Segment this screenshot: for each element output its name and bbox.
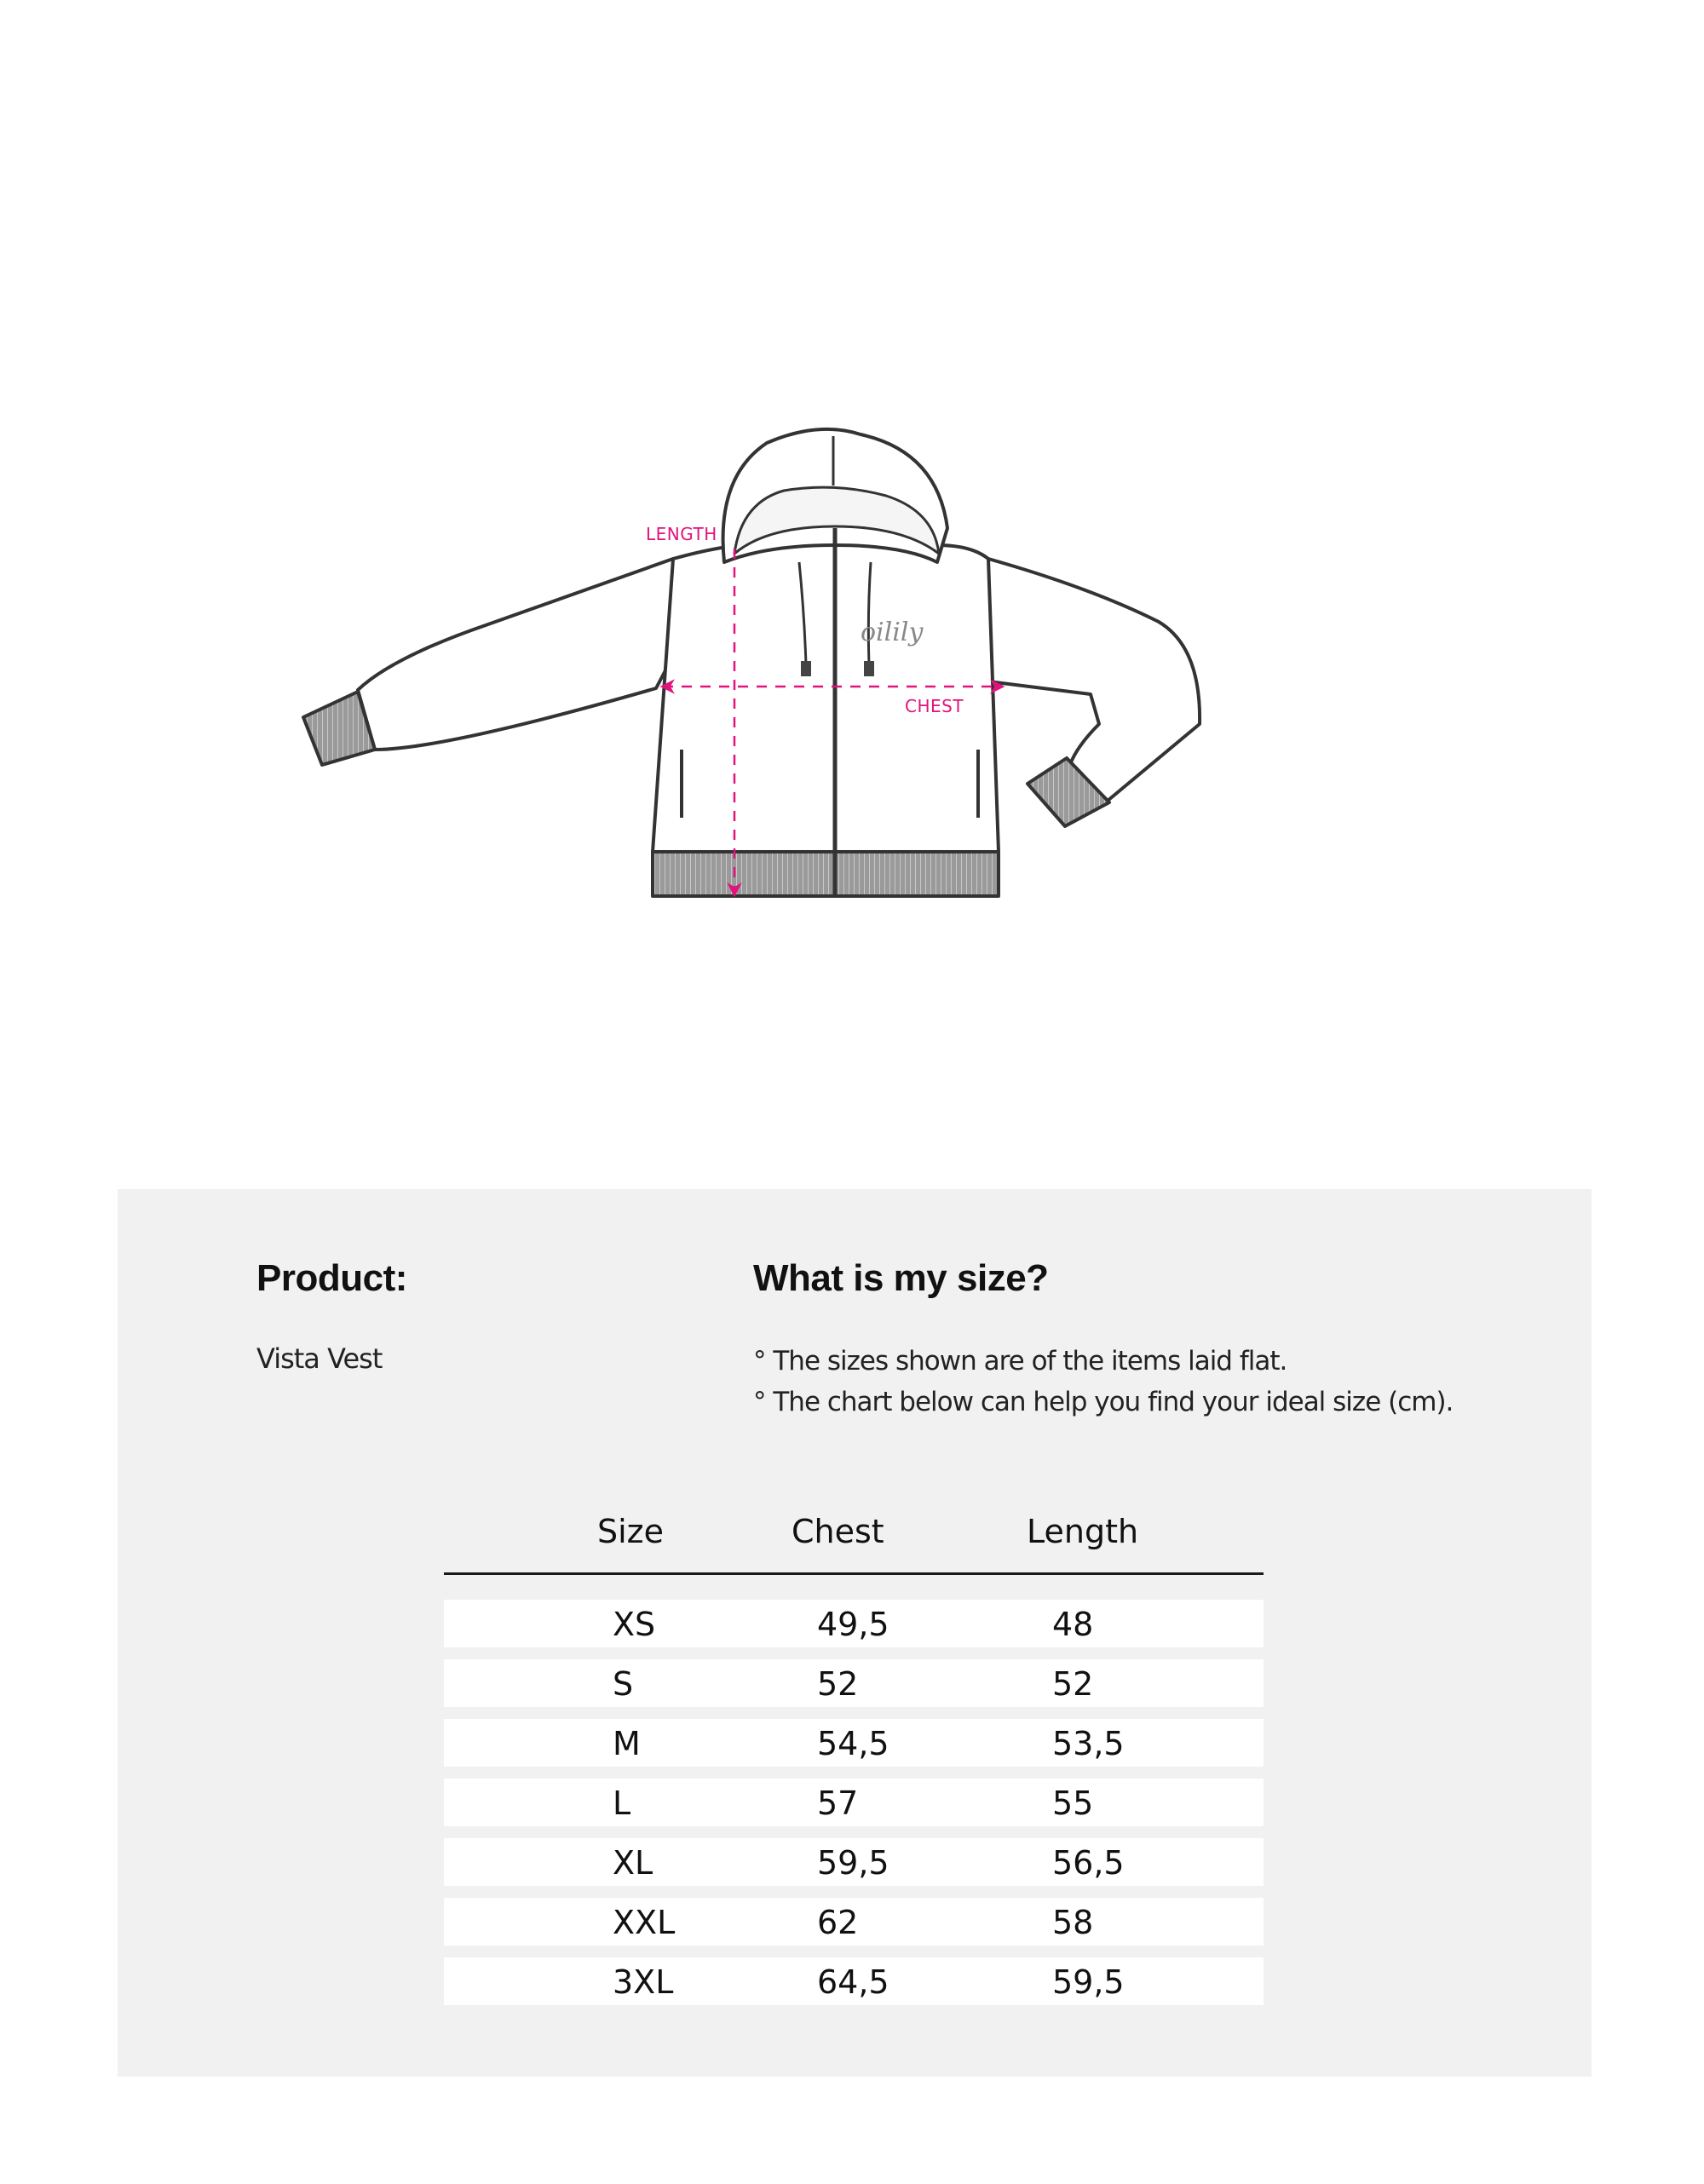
- product-heading: Product:: [256, 1257, 407, 1299]
- table-row: [444, 1600, 1264, 1647]
- cell-size: M: [613, 1725, 641, 1762]
- cell-length: 55: [1052, 1785, 1094, 1822]
- chest-label: CHEST: [905, 696, 964, 716]
- size-guide-panel: [118, 1189, 1592, 2077]
- cell-chest: 54,5: [817, 1725, 889, 1762]
- waistband: [653, 852, 999, 896]
- cell-chest: 52: [817, 1665, 859, 1703]
- cell-length: 56,5: [1052, 1844, 1125, 1882]
- cell-size: S: [613, 1665, 634, 1703]
- logo-mark: oilily: [861, 618, 924, 647]
- cell-size: XXL: [613, 1904, 676, 1941]
- size-note: ° The sizes shown are of the items laid flat.: [753, 1346, 1287, 1376]
- table-row: [444, 1838, 1264, 1886]
- cell-length: 48: [1052, 1606, 1094, 1643]
- cell-chest: 49,5: [817, 1606, 889, 1643]
- cell-length: 52: [1052, 1665, 1094, 1703]
- cell-length: 59,5: [1052, 1963, 1125, 2001]
- cell-chest: 62: [817, 1904, 859, 1941]
- cell-size: L: [613, 1785, 631, 1822]
- left-sleeve: [358, 559, 673, 750]
- cell-size: XL: [613, 1844, 653, 1882]
- size-note: ° The chart below can help you find your ideal size (cm).: [753, 1387, 1454, 1417]
- right-sleeve: [988, 559, 1200, 801]
- table-row: [444, 1779, 1264, 1826]
- header-length: Length: [1027, 1513, 1139, 1550]
- size-heading: What is my size?: [753, 1257, 1049, 1299]
- size-table: [444, 1504, 1264, 2017]
- cell-chest: 57: [817, 1785, 859, 1822]
- table-row: [444, 1719, 1264, 1767]
- length-label: LENGTH: [646, 524, 717, 544]
- table-header: [444, 1504, 1264, 1575]
- cell-length: 53,5: [1052, 1725, 1125, 1762]
- hoodie-outline: [303, 429, 1200, 896]
- header-chest: Chest: [792, 1513, 884, 1550]
- hoodie-measurement-diagram: [0, 0, 1704, 980]
- table-row: [444, 1957, 1264, 2005]
- table-row: [444, 1898, 1264, 1945]
- cell-size: 3XL: [613, 1963, 674, 2001]
- cell-chest: 59,5: [817, 1844, 889, 1882]
- header-size: Size: [597, 1513, 665, 1550]
- product-name: Vista Vest: [256, 1342, 383, 1375]
- table-body: [444, 1600, 1264, 2005]
- cell-chest: 64,5: [817, 1963, 889, 2001]
- table-row: [444, 1659, 1264, 1707]
- cell-size: XS: [613, 1606, 656, 1643]
- cell-length: 58: [1052, 1904, 1094, 1941]
- size-notes: [753, 1341, 1453, 1422]
